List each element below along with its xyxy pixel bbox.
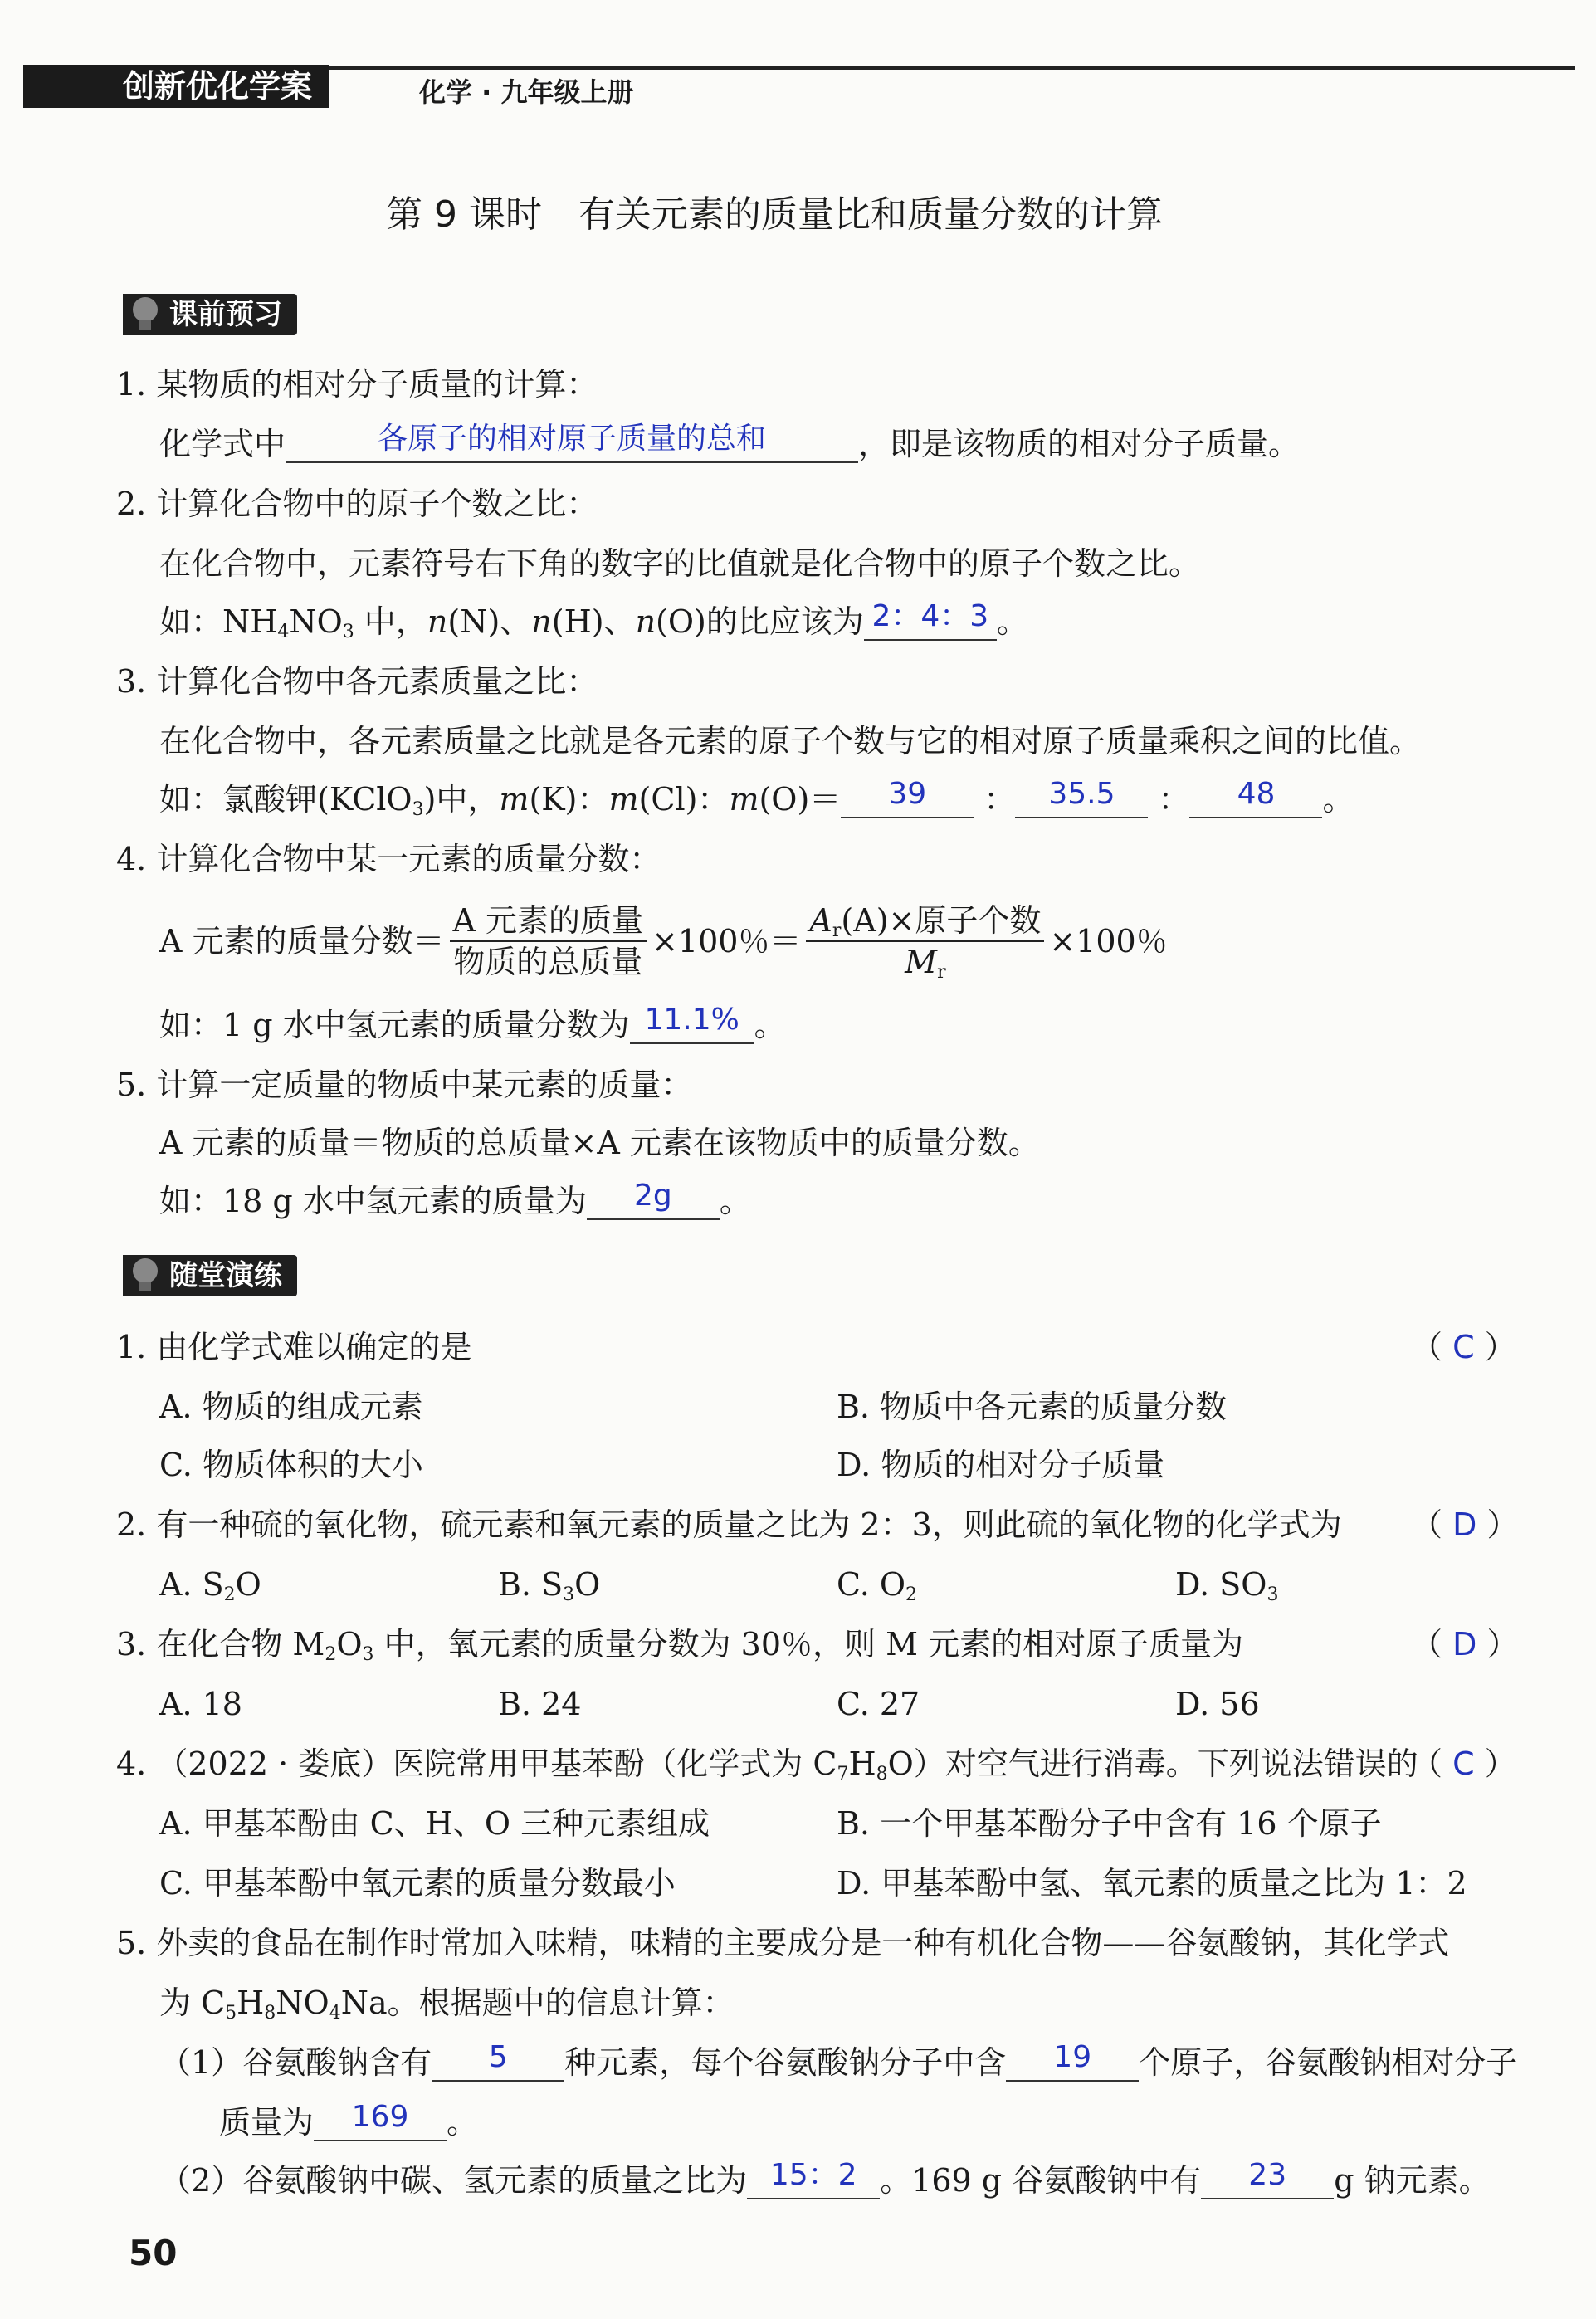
practice-q3-option-b: B. 24: [498, 1686, 582, 1722]
practice-q3-option-c: C. 27: [837, 1686, 920, 1722]
preview-q5-example: 如：18 g 水中氢元素的质量为 2g 。: [159, 1179, 751, 1219]
practice-q2-option-b: B. $S_3O$: [498, 1566, 601, 1605]
section-title-practice: 随堂演练: [169, 1259, 282, 1292]
answer-q2: 2：4：3: [871, 599, 989, 633]
header-subtitle: 化学 · 九年级上册: [419, 76, 634, 108]
preview-q3-title: 3. 计算化合物中各元素质量之比：: [116, 663, 598, 700]
section-title-preview: 课前预习: [169, 298, 282, 331]
practice-q4-option-b: B. 一个甲基苯酚分子中含有 16 个原子: [837, 1805, 1382, 1842]
preview-q3-line: 在化合物中，各元素质量之比就是各元素的原子个数与它的相对原子质量乘积之间的比值。: [159, 723, 1422, 759]
preview-q5-line: A 元素的质量＝物质的总质量×A 元素在该物质中的质量分数。: [159, 1125, 1040, 1161]
practice-q1-stem: 1. 由化学式难以确定的是: [116, 1329, 472, 1365]
practice-q5-part2: （2）谷氨酸钠中碳、氢元素的质量之比为 15：2 。169 g 谷氨酸钠中有 23 g 钠元素。: [159, 2158, 1491, 2199]
page-number: 50: [129, 2233, 178, 2273]
preview-q2-title: 2. 计算化合物中的原子个数之比：: [116, 486, 598, 522]
answer-q1: 各原子的相对原子质量的总和: [378, 422, 767, 456]
practice-q5-part1: （1）谷氨酸钠含有 5 种元素，每个谷氨酸钠分子中含 19 个原子，谷氨酸钠相对分子: [159, 2040, 1518, 2081]
preview-q4-formula: A 元素的质量分数＝ $\frac{\text{A 元素的质量}}{\text{物质的总质量}}$ ×100％＝ $\frac{A_r(A)\times 原子个数}{M_r}$ ×100％: [159, 902, 1168, 983]
practice-q1-option-c: C. 物质体积的大小: [159, 1447, 423, 1483]
preview-q5-title: 5. 计算一定质量的物质中某元素的质量：: [116, 1067, 693, 1103]
preview-q4-title: 4. 计算化合物中某一元素的质量分数：: [116, 841, 661, 877]
practice-q3-answer: （ D ）: [1411, 1626, 1519, 1662]
practice-q1-option-d: D. 物质的相对分子质量: [837, 1447, 1165, 1483]
practice-q2-option-d: D. $SO_3$: [1175, 1566, 1279, 1605]
practice-q2-option-a: A. $S_2O$: [159, 1566, 261, 1605]
practice-q4-option-a: A. 甲基苯酚由 C、H、O 三种元素组成: [159, 1805, 710, 1842]
practice-q5-line1: 5. 外卖的食品在制作时常加入味精，味精的主要成分是一种有机化合物——谷氨酸钠，其化学式: [116, 1925, 1450, 1961]
practice-q5-part1-cont: 质量为 169 。: [219, 2100, 479, 2141]
practice-q1-option-a: A. 物质的组成元素: [159, 1389, 423, 1425]
practice-q4-option-d: D. 甲基苯酚中氢、氧元素的质量之比为 1：2: [837, 1865, 1467, 1902]
practice-q4-stem: 4. （2022 · 娄底）医院常用甲基苯酚（化学式为 $C_7H_8O$）对空气进行消毒。下列说法错误的: [116, 1745, 1418, 1784]
preview-q2-line: 在化合物中，元素符号右下角的数字的比值就是化合物中的原子个数之比。: [159, 545, 1201, 582]
section-badge-preview: [123, 294, 297, 335]
practice-q4-answer: （ C ）: [1411, 1745, 1516, 1782]
practice-q2-stem: 2. 有一种硫的氧化物，硫元素和氧元素的质量之比为 2：3，则此硫的氧化物的化学式为: [116, 1506, 1342, 1543]
practice-q2-option-c: C. $O_2$: [837, 1566, 918, 1605]
preview-q1-line: 化学式中 各原子的相对原子质量的总和 ，即是该物质的相对分子质量。: [159, 422, 1301, 462]
practice-q4-option-c: C. 甲基苯酚中氧元素的质量分数最小: [159, 1865, 676, 1902]
lightbulb-icon: [129, 1257, 161, 1295]
practice-q5-line2: 为 $C_5H_8NO_4Na$。根据题中的信息计算：: [159, 1985, 735, 2024]
preview-q2-example: 如：$NH_4NO_3$ 中，n(N)、n(H)、n(O)的比应该为 2：4：3 。: [159, 599, 1028, 642]
preview-q3-example: 如：氯酸钾(KClO$_3$)中，m(K)：m(Cl)：m(O)＝ 39 ： 35.5 ： 48 。: [159, 777, 1354, 820]
practice-q3-stem: 3. 在化合物 $M_2O_3$ 中，氧元素的质量分数为 30％，则 M 元素的相对原子质量为: [116, 1626, 1244, 1665]
practice-q2-answer: （ D ）: [1411, 1506, 1519, 1543]
lightbulb-icon: [129, 295, 161, 334]
practice-q1-option-b: B. 物质中各元素的质量分数: [837, 1389, 1228, 1425]
section-badge-practice: [123, 1255, 297, 1296]
page-title: 第 9 课时 有关元素的质量比和质量分数的计算: [386, 193, 1163, 236]
practice-q1-answer: （ C ）: [1411, 1329, 1516, 1365]
practice-q3-option-a: A. 18: [159, 1686, 242, 1722]
header-brand: 创新优化学案: [23, 65, 329, 108]
preview-q1-title: 1. 某物质的相对分子质量的计算：: [116, 366, 598, 403]
practice-q3-option-d: D. 56: [1175, 1686, 1260, 1722]
preview-q4-example: 如：1 g 水中氢元素的质量分数为 11.1% 。: [159, 1003, 786, 1043]
